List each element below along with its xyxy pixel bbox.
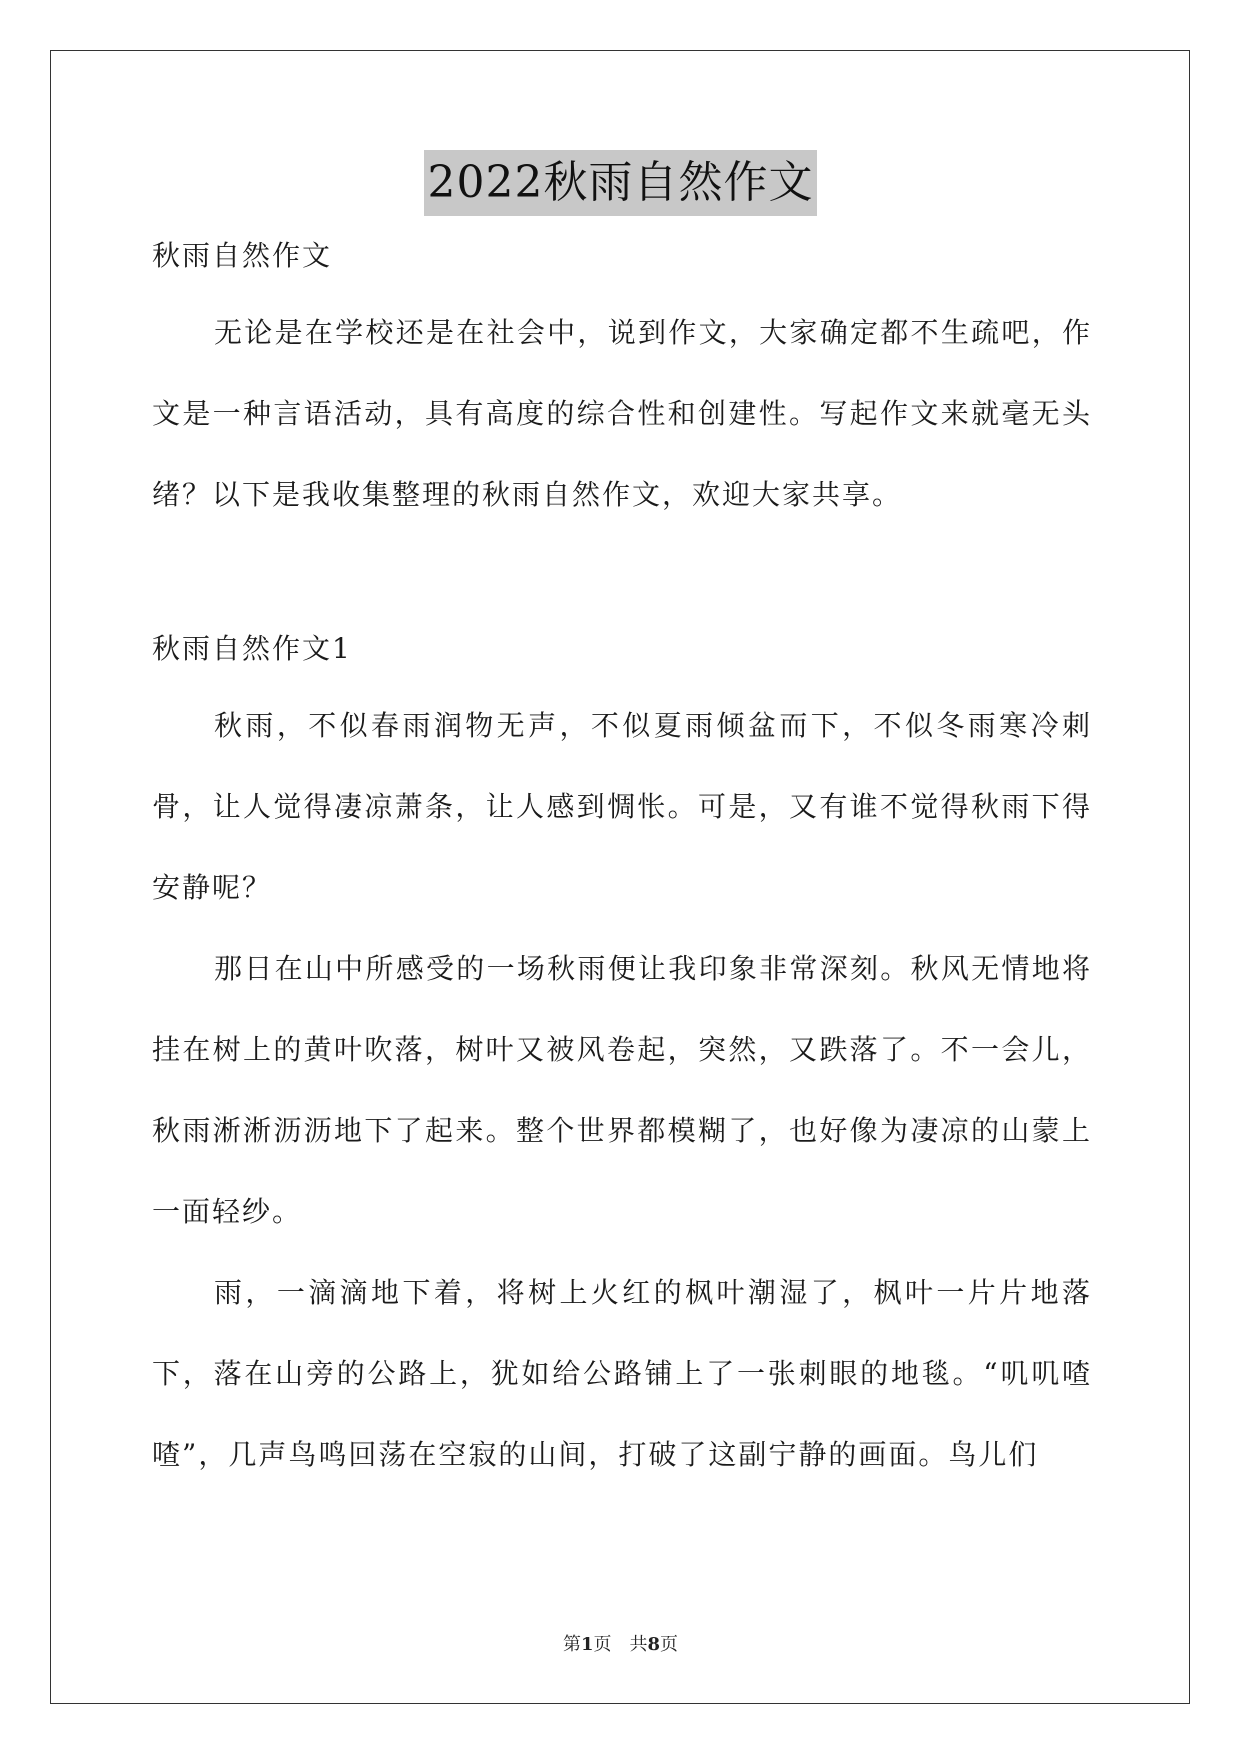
- section-heading: 秋雨自然作文1: [152, 632, 352, 665]
- footer-page-total: 8: [647, 1634, 661, 1655]
- document-body: [152, 236, 1092, 1495]
- page-footer: [0, 1630, 1241, 1656]
- footer-page-mid: 页 共: [593, 1634, 648, 1655]
- document-title: 2022秋雨自然作文: [424, 150, 818, 216]
- body-paragraph-2: 那日在山中所感受的一场秋雨便让我印象非常深刻。秋风无情地将挂在树上的黄叶吹落，树叶又被风卷起，突然，又跌落了。不一会儿，秋雨淅淅沥沥地下了起来。整个世界都模糊了，也好像为凄凉的山蒙上一面轻纱。: [152, 952, 1092, 1228]
- footer-page-current: 1: [580, 1634, 594, 1655]
- body-paragraph-3: 雨，一滴滴地下着，将树上火红的枫叶潮湿了，枫叶一片片地落下，落在山旁的公路上，犹如给公路铺上了一张刺眼的地毯。“叽叽喳喳”，几声鸟鸣回荡在空寂的山间，打破了这副宁静的画面。鸟儿们: [152, 1276, 1092, 1471]
- intro-paragraph: 无论是在学校还是在社会中，说到作文，大家确定都不生疏吧，作文是一种言语活动，具有高度的综合性和创建性。写起作文来就毫无头绪？以下是我收集整理的秋雨自然作文，欢迎大家共享。: [152, 316, 1092, 511]
- footer-page-suffix: 页: [660, 1634, 679, 1655]
- title-container: [0, 150, 1241, 216]
- footer-page-prefix: 第: [562, 1634, 581, 1655]
- body-paragraph-1: 秋雨，不似春雨润物无声，不似夏雨倾盆而下，不似冬雨寒冷刺骨，让人觉得凄凉萧条，让人感到惆怅。可是，又有谁不觉得秋雨下得安静呢？: [152, 709, 1092, 904]
- intro-heading: 秋雨自然作文: [152, 239, 333, 272]
